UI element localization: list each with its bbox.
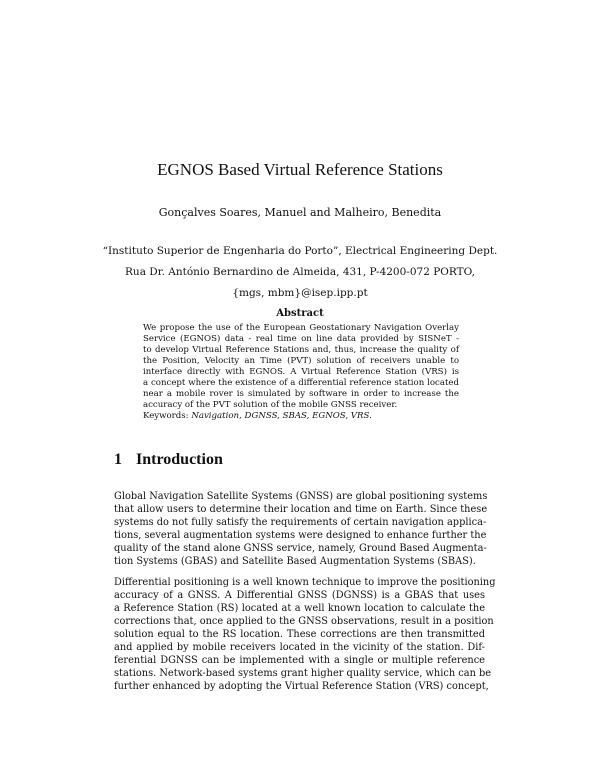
paragraph-line: Differential positioning is a well known technique to improve the positioning [114, 577, 496, 588]
paragraph-line: quality of the stand alone GNSS service, namely, Ground Based Augmenta- [114, 543, 487, 554]
affiliation-line: “Instituto Superior de Engenharia do Porto”, Electrical Engineering Dept. [102, 245, 498, 257]
paragraph-line: tions, several augmentation systems were designed to enhance further the [114, 530, 487, 541]
keywords-label: Keywords: [143, 411, 189, 421]
section-title: Introduction [136, 451, 223, 468]
paragraph-line: and applied by mobile receivers located in the vicinity of the station. Dif- [114, 642, 485, 653]
abstract-line: near a mobile rover is simulated by software in order to increase the [143, 389, 459, 399]
abstract-line: the Position, Velocity an Time (PVT) solution of receivers unable to [143, 356, 459, 366]
keywords [143, 411, 459, 422]
paragraph-line: ferential DGNSS can be implemented with a single or multiple reference [114, 655, 485, 666]
section-heading [114, 451, 223, 469]
paragraph-line: Global Navigation Satellite Systems (GNSS) are global positioning systems [114, 491, 488, 502]
paragraph-line: further enhanced by adopting the Virtual Reference Station (VRS) concept, [114, 681, 489, 692]
keywords-list: Navigation, DGNSS, SBAS, EGNOS, VRS. [191, 411, 372, 421]
section-number: 1 [114, 451, 122, 468]
abstract-line: a concept where the existence of a differential reference station located [143, 378, 459, 388]
paragraph-line: tion Systems (GBAS) and Satellite Based Augmentation Systems (SBAS). [114, 556, 476, 567]
abstract-line: interface directly with EGNOS. A Virtual Reference Station (VRS) is [143, 367, 459, 377]
paragraph-line: that allow users to determine their location and time on Earth. Since these [114, 504, 488, 515]
paper-title: EGNOS Based Virtual Reference Stations [157, 160, 443, 179]
abstract-line: We propose the use of the European Geostationary Navigation Overlay [143, 323, 459, 333]
paragraph-line: corrections that, once applied to the GNSS observations, result in a position [114, 616, 494, 627]
paragraph-line: solution equal to the RS location. These corrections are then transmitted [114, 629, 485, 640]
abstract-line: Service (EGNOS) data - real time on line data provided by SISNeT - [143, 334, 459, 344]
affiliation-line: Rua Dr. António Bernardino de Almeida, 431, P-4200-072 PORTO, [125, 266, 475, 278]
abstract-heading: Abstract [276, 308, 324, 319]
paragraph-line: accuracy of a GNSS. A Differential GNSS (DGNSS) is a GBAS that uses [114, 590, 485, 601]
paragraph-line: a Reference Station (RS) located at a well known location to calculate the [114, 603, 485, 614]
affiliation-email: {mgs, mbm}@isep.ipp.pt [232, 287, 368, 299]
paragraph-line: stations. Network-based systems grant higher quality service, which can be [114, 668, 492, 679]
abstract-line: to develop Virtual Reference Stations and, thus, increase the quality of [143, 345, 459, 355]
paragraph-line: systems do not fully satisfy the requirements of certain navigation applica- [114, 517, 487, 528]
abstract-line: accuracy of the PVT solution of the mobile GNSS receiver. [143, 400, 398, 410]
authors: Gonçalves Soares, Manuel and Malheiro, Benedita [158, 206, 442, 219]
